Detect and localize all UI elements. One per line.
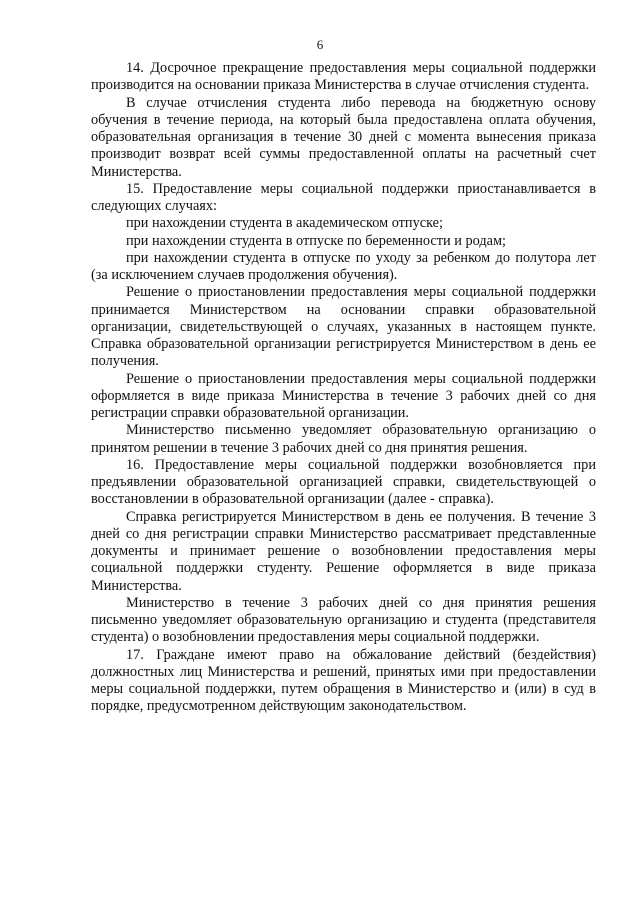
document-body	[91, 60, 596, 716]
paragraph-suspension-order: Решение о приостановлении предоставления меры социальной поддержки оформляется в виде приказа Министерства в течение 3 рабочих дней со дня регистрации справки образовательной организации.	[91, 370, 596, 421]
paragraph-expulsion-refund: В случае отчисления студента либо перевода на бюджетную основу обучения в течение периода, на который была предоставлена оплата обучения, образовательная организация в течение 30 дней с момента вынесения приказа производит возврат всей суммы предоставленной оплаты на расчетный счет Министерства.	[91, 94, 596, 180]
list-item-academic-leave: при нахождении студента в академическом отпуске;	[126, 215, 443, 232]
paragraph-certificate-registration: Справка регистрируется Министерством в день ее получения. В течение 3 дней со дня регистрации справки Министерство рассматривает представленные документы и принимает решение о возобновлении предоставления меры социальной поддержки студенту. Решение оформляется в виде приказа Министерства.	[91, 508, 596, 594]
page-number: 6	[316, 37, 324, 52]
paragraph-resumption-notice: Министерство в течение 3 рабочих дней со дня принятия решения письменно уведомляет образовательную организацию и студента (представителя студента) о возобновлении предоставления меры социальной поддержки.	[91, 594, 596, 646]
list-item-childcare-leave: при нахождении студента в отпуске по уходу за ребенком до полутора лет (за исключением случаев продолжения обучения).	[91, 249, 596, 283]
paragraph-17: 17. Граждане имеют право на обжалование действий (бездействия) должностных лиц Министерства и решений, принятых ими при предоставлении меры социальной поддержки, путем обращения в Министерство и (или) в суд в порядке, предусмотренном действующим законодательством.	[91, 646, 596, 715]
paragraph-16: 16. Предоставление меры социальной поддержки возобновляется при предъявлении образовательной организацией справки, свидетельствующей о восстановлении в образовательной организации (далее - справка).	[91, 456, 596, 508]
paragraph-15: 15. Предоставление меры социальной поддержки приостанавливается в следующих случаях:	[91, 180, 596, 214]
paragraph-suspension-notice: Министерство письменно уведомляет образовательную организацию о принятом решении в течение 3 рабочих дней со дня принятия решения.	[91, 422, 596, 456]
paragraph-14: 14. Досрочное прекращение предоставления меры социальной поддержки производится на основании приказа Министерства в случае отчисления студента.	[91, 60, 596, 94]
paragraph-suspension-decision: Решение о приостановлении предоставления меры социальной поддержки принимается Министерством на основании справки образовательной организации, свидетельствующей о случаях, указанных в настоящем пункте. Справка образовательной организации регистрируется Министерством в день ее получения.	[91, 284, 596, 370]
list-item-maternity-leave: при нахождении студента в отпуске по беременности и родам;	[126, 232, 506, 249]
